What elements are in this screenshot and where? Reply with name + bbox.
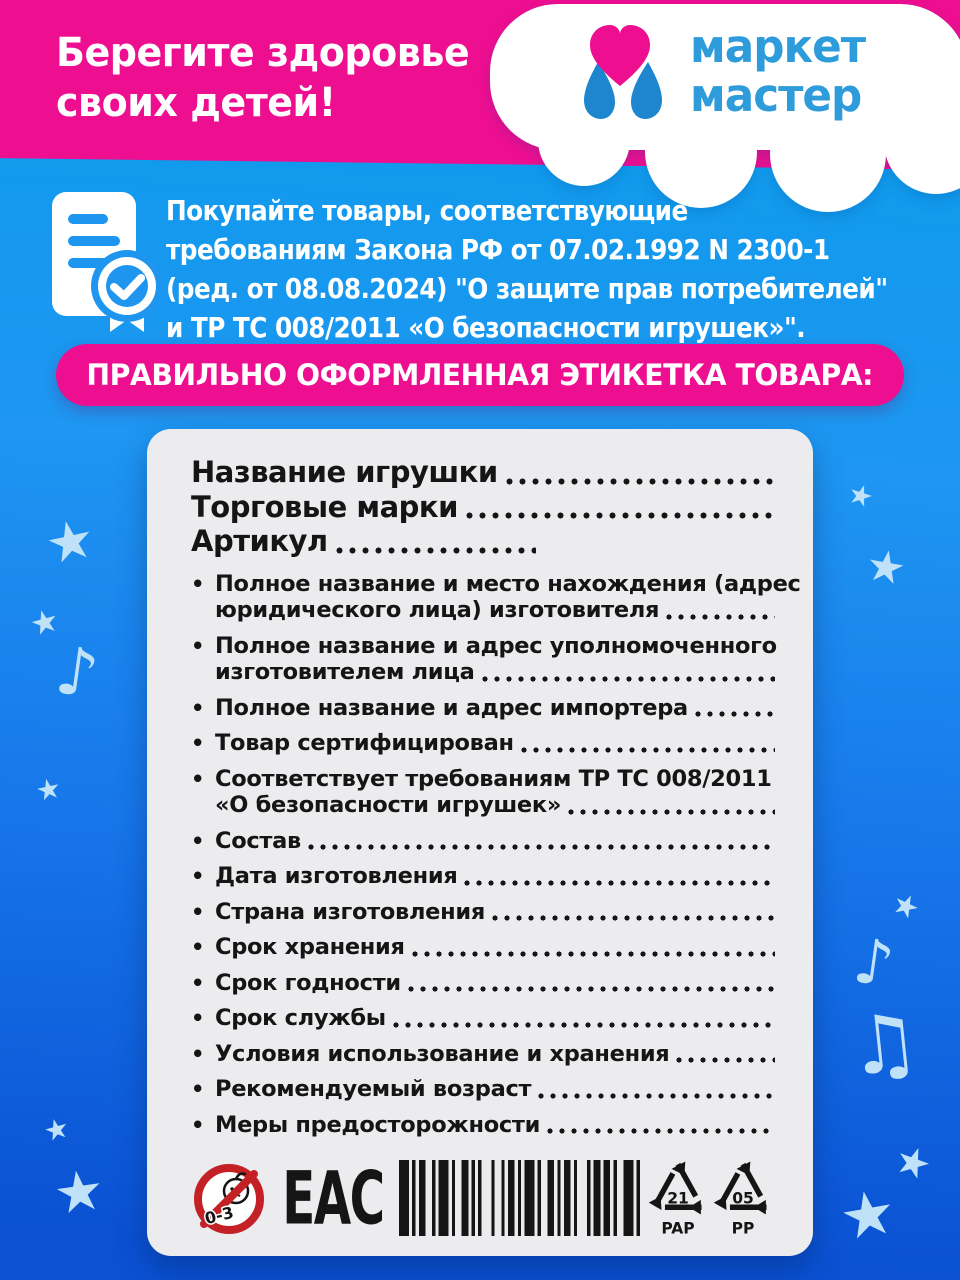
music-note-decoration: ♪ bbox=[849, 923, 899, 1002]
certificate-icon bbox=[48, 190, 168, 332]
age-warning-label: 0-3 bbox=[202, 1202, 236, 1229]
item-text: юридического лица) изготовителя bbox=[215, 597, 660, 623]
logo-cloud bbox=[476, 0, 960, 216]
label-item bbox=[191, 695, 775, 722]
dotted-leader bbox=[336, 547, 536, 554]
field-label: Название игрушки bbox=[191, 455, 498, 489]
marks-row bbox=[191, 1156, 775, 1242]
label-item bbox=[191, 730, 775, 757]
logo-text-line: маркет bbox=[690, 20, 866, 73]
dotted-leader bbox=[538, 1093, 775, 1099]
dotted-leader bbox=[492, 915, 775, 921]
label-item bbox=[191, 828, 775, 855]
star-decoration: ★ bbox=[25, 599, 64, 645]
field-label: Торговые марки bbox=[191, 489, 458, 524]
star-decoration: ★ bbox=[32, 770, 65, 809]
label-card bbox=[147, 429, 813, 1256]
headline-line: Берегите здоровье bbox=[56, 30, 470, 76]
label-item bbox=[191, 970, 775, 997]
recycling-icon-pap bbox=[646, 1156, 710, 1242]
item-text: • Дата изготовления bbox=[215, 863, 458, 889]
dotted-leader bbox=[412, 951, 775, 957]
item-text: • Срок хранения bbox=[215, 934, 405, 960]
dotted-leader bbox=[666, 614, 775, 620]
music-note-decoration: ♪ bbox=[50, 631, 104, 714]
item-text: • Условия использование и хранения bbox=[215, 1040, 670, 1067]
barcode bbox=[399, 1160, 644, 1238]
label-item bbox=[191, 633, 775, 686]
item-text: • Срок годности bbox=[215, 969, 401, 996]
label-field bbox=[191, 490, 775, 525]
label-field bbox=[191, 455, 775, 490]
dotted-leader bbox=[547, 1128, 775, 1134]
label-field bbox=[191, 524, 775, 559]
item-text: • Полное название и адрес импортера bbox=[215, 694, 688, 721]
heart-m-icon bbox=[568, 20, 678, 125]
label-item bbox=[191, 863, 775, 890]
dotted-leader bbox=[308, 844, 775, 850]
item-text: «О безопасности игрушек» bbox=[215, 792, 562, 818]
item-text: • Соответствует требованиям ТР ТС 008/2011 bbox=[215, 765, 772, 792]
item-text: • Состав bbox=[215, 827, 301, 854]
recycling-code: 05 bbox=[732, 1189, 754, 1208]
star-decoration: ★ bbox=[40, 1110, 73, 1149]
dotted-leader bbox=[568, 809, 775, 815]
field-label: Артикул bbox=[191, 524, 328, 558]
item-text: • Полное название и место нахождения (адрес bbox=[215, 570, 801, 597]
star-decoration: ★ bbox=[833, 1173, 902, 1256]
label-item bbox=[191, 934, 775, 961]
headline bbox=[56, 28, 469, 128]
section-banner bbox=[56, 344, 904, 406]
dotted-leader bbox=[408, 986, 775, 992]
label-item bbox=[191, 1005, 775, 1032]
dotted-leader bbox=[506, 478, 775, 485]
logo-text-line: мастер bbox=[690, 69, 862, 122]
music-note-decoration: ♫ bbox=[843, 994, 925, 1095]
dotted-leader bbox=[676, 1057, 775, 1063]
star-decoration: ★ bbox=[39, 505, 101, 578]
item-text: • Товар сертифицирован bbox=[215, 730, 514, 756]
label-item bbox=[191, 1041, 775, 1068]
headline-line: своих детей! bbox=[56, 80, 336, 126]
dotted-leader bbox=[521, 747, 775, 753]
item-text: изготовителем лица bbox=[215, 659, 475, 685]
item-text: • Полное название и адрес уполномоченного bbox=[215, 632, 777, 659]
recycling-code: 21 bbox=[666, 1189, 689, 1208]
logo-text bbox=[690, 22, 865, 120]
item-text: • Рекомендуемый возраст bbox=[215, 1076, 532, 1102]
intro-line: требованиям Закона РФ от 07.02.1992 N 2300-1 bbox=[166, 234, 830, 266]
recycling-material: PP bbox=[731, 1219, 755, 1238]
dotted-leader bbox=[464, 880, 775, 886]
dotted-leader bbox=[466, 512, 775, 519]
intro-text bbox=[166, 192, 888, 348]
dotted-leader bbox=[482, 676, 775, 682]
intro-section bbox=[48, 190, 888, 344]
recycling-icon-pp bbox=[711, 1156, 775, 1242]
star-decoration: ★ bbox=[49, 1156, 109, 1229]
dotted-leader bbox=[695, 711, 775, 717]
star-decoration: ★ bbox=[861, 538, 910, 597]
item-text: • Страна изготовления bbox=[215, 898, 485, 925]
label-item bbox=[191, 1112, 775, 1139]
star-decoration: ★ bbox=[843, 475, 878, 516]
label-item bbox=[191, 766, 775, 819]
label-item bbox=[191, 1076, 775, 1103]
star-decoration: ★ bbox=[888, 1135, 938, 1191]
eac-mark: ЕАС bbox=[282, 1154, 384, 1241]
banner-title: ПРАВИЛЬНО ОФОРМЛЕННАЯ ЭТИКЕТКА ТОВАРА: bbox=[86, 358, 874, 392]
intro-line: и ТР ТС 008/2011 «О безопасности игрушек»". bbox=[166, 312, 806, 344]
intro-line: Покупайте товары, соответствующие bbox=[166, 195, 688, 227]
star-decoration: ★ bbox=[886, 885, 926, 929]
intro-line: (ред. от 08.08.2024) "О защите прав потребителей" bbox=[166, 273, 888, 305]
recycling-material: PAP bbox=[661, 1219, 695, 1238]
label-card-items bbox=[191, 570, 801, 1139]
item-text: • Срок службы bbox=[215, 1005, 386, 1031]
label-item bbox=[191, 570, 801, 624]
item-text: • Меры предосторожности bbox=[215, 1111, 541, 1138]
label-card-fields bbox=[191, 455, 775, 559]
dotted-leader bbox=[393, 1022, 775, 1028]
label-item bbox=[191, 899, 775, 926]
age-warning-icon bbox=[191, 1161, 267, 1237]
